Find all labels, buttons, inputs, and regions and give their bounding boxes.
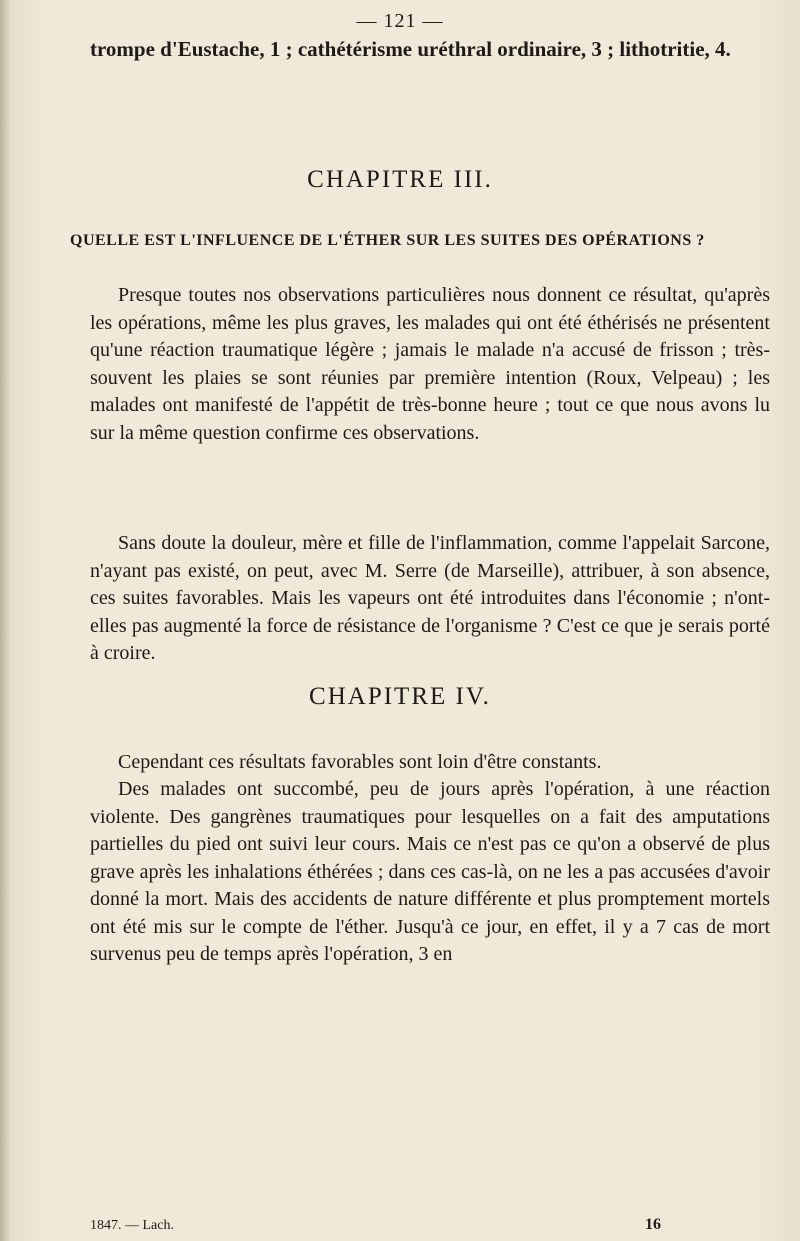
- chapter-3-heading: CHAPITRE III.: [307, 166, 493, 193]
- chapter-4-paragraph-1: Cependant ces résultats favorables sont loin d'être constants.: [118, 751, 602, 773]
- chapter-3-title: QUELLE EST L'INFLUENCE DE L'ÉTHER SUR LES SUITES DES OPÉRATIONS ?: [70, 232, 705, 249]
- chapter-3-paragraph-1: Presque toutes nos observations particulières nous donnent ce résultat, qu'après les opérations, même les plus graves, les malades qui ont été éthérisés ne présentent qu'une réaction traumatique légère ; jamais le malade n'a accusé de frisson ; très-souvent les plaies se sont réunies par première intention (Roux, Velpeau) ; les malades ont manifesté de l'appétit de très-bonne heure ; tout ce que nous avons lu sur la même question confirme ces observations.: [90, 284, 770, 444]
- chapter-4-paragraph-2: Des malades ont succombé, peu de jours après l'opération, à une réaction violente. Des gangrènes traumatiques pour lesquelles on a fait des amputations partielles du pied ont suivi leur cours. Mais ce n'est pas ce qu'on a observé de plus grave après les inhalations éthérées ; dans ces cas-là, on ne les a pas accusées d'avoir donné la mort. Mais des accidents de nature différente et plus promptement mortels ont été mis sur le compte de l'éther. Jusqu'à ce jour, en effet, il y a 7 cas de mort survenus peu de temps après l'opération, 3 en: [90, 778, 770, 965]
- continuation-line: trompe d'Eustache, 1 ; cathétérisme uréthral ordinaire, 3 ; lithotritie, 4.: [90, 37, 731, 61]
- page-number-header: — 121 —: [356, 10, 444, 32]
- printer-imprint: 1847. — Lach.: [90, 1218, 174, 1233]
- chapter-3-paragraph-2: Sans doute la douleur, mère et fille de l'inflammation, comme l'appelait Sarcone, n'ayant pas existé, on peut, avec M. Serre (de Marseille), attribuer, à son absence, ces suites favorables. Mais les vapeurs ont été introduites dans l'économie ; n'ont-elles pas augmenté la force de résistance de l'organisme ? C'est ce que je serais porté à croire.: [90, 532, 770, 664]
- chapter-4-heading: CHAPITRE IV.: [309, 683, 491, 710]
- signature-mark: 16: [645, 1216, 661, 1233]
